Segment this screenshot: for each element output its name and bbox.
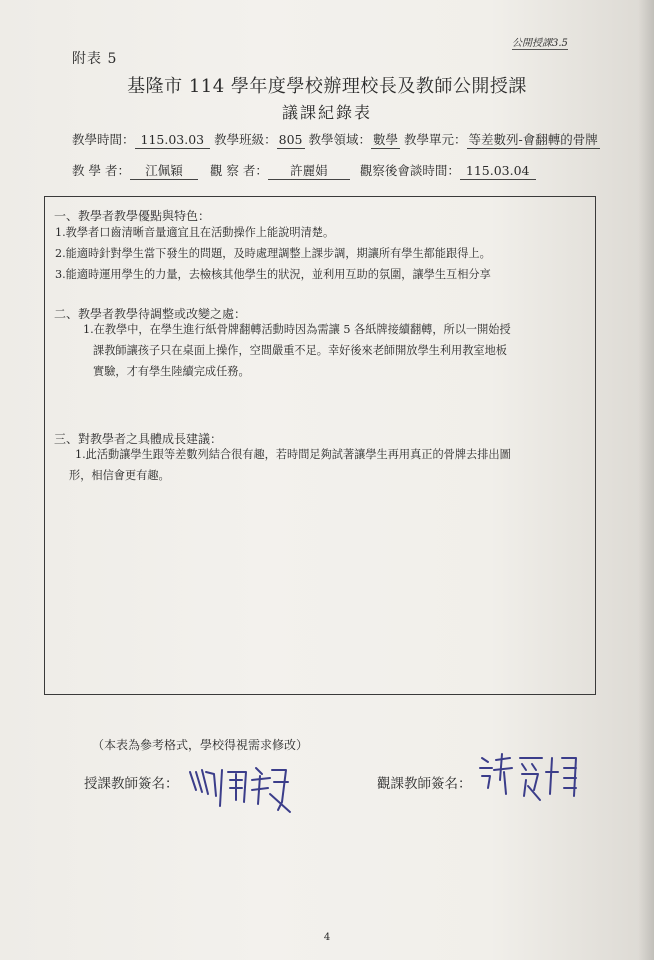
section-3-line: 1.此活動讓學生跟等差數列結合很有趣，若時間足夠試著讓學生再用真正的骨牌去排出圖 xyxy=(75,448,511,461)
section-1-title: 一、教學者教學優點與特色： xyxy=(54,209,211,223)
meeting-time-value: 115.03.04 xyxy=(460,163,536,180)
section-2-line: 課教師讓孩子只在桌面上操作，空間嚴重不足。幸好後來老師開放學生利用教室地板 xyxy=(93,344,507,357)
page-edge-shadow xyxy=(638,0,654,960)
teaching-class-label: 教學班級： xyxy=(214,132,277,147)
teaching-time-value: 115.03.03 xyxy=(135,132,211,149)
teaching-class-value: 805 xyxy=(278,132,303,147)
section-3-title: 三、對教學者之具體成長建議： xyxy=(54,432,223,446)
teaching-unit-value: 等差數列-會翻轉的骨牌 xyxy=(468,132,598,147)
format-note: （本表為參考格式，學校得視需求修改） xyxy=(92,738,309,752)
observer-signature-label: 觀課教師簽名： xyxy=(377,776,472,792)
page-number: 4 xyxy=(323,932,331,943)
teaching-domain-label: 教學領域： xyxy=(308,132,371,147)
section-2-title: 二、教學者教學待調整或改變之處： xyxy=(54,307,247,321)
teacher-label: 教 學 者： xyxy=(72,163,130,178)
section-3-line: 形，相信會更有趣。 xyxy=(69,469,170,482)
document-subtitle: 議課紀錄表 xyxy=(281,103,372,122)
teaching-domain-value: 數學 xyxy=(373,132,399,147)
teaching-time-label: 教學時間： xyxy=(72,132,135,147)
document-title: 基隆市 114 學年度學校辦理校長及教師公開授課 xyxy=(127,76,527,97)
section-1-item: 3.能適時運用學生的力量，去檢核其他學生的狀況，並利用互助的氛圍，讓學生互相分享 xyxy=(55,268,491,281)
teacher-handwritten-signature xyxy=(186,760,296,816)
annex-label: 附表 5 xyxy=(72,51,118,67)
teacher-value: 江佩穎 xyxy=(130,163,198,180)
info-row-1 xyxy=(72,130,600,149)
observer-label: 觀 察 者： xyxy=(209,163,268,178)
teaching-unit-label: 教學單元： xyxy=(404,132,467,147)
reference-code: 公開授課3.5 xyxy=(512,34,568,50)
observer-value: 許麗娟 xyxy=(268,163,350,180)
observer-handwritten-signature xyxy=(476,750,586,806)
section-1-item: 1.教學者口齒清晰音量適宜且在活動操作上能說明清楚。 xyxy=(55,226,335,239)
meeting-time-label: 觀察後會談時間： xyxy=(359,163,460,178)
record-box xyxy=(44,196,596,695)
section-1-item: 2.能適時針對學生當下發生的問題，及時處理調整上課步調，期讓所有學生都能跟得上。 xyxy=(55,247,491,260)
section-2-line: 實驗，才有學生陸續完成任務。 xyxy=(93,365,250,378)
section-2-line: 1.在教學中，在學生進行紙骨牌翻轉活動時因為需讓 5 各紙牌接續翻轉，所以一開始授 xyxy=(83,323,511,336)
info-row-2 xyxy=(72,161,536,180)
teacher-signature-label: 授課教師簽名： xyxy=(84,776,179,792)
